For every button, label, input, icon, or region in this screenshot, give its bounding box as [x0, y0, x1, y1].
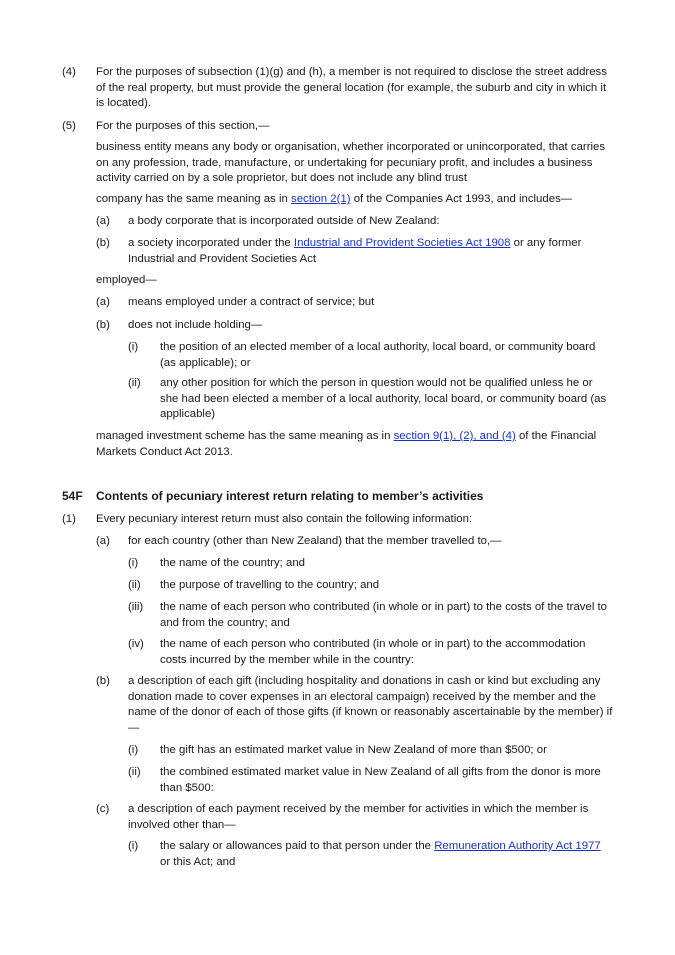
subsection-text: For the purposes of subsection (1)(g) and (h), a member is not required to disclose the street address of the real property, but must provide the general location (for example, the suburb and city in which it is located). — [96, 66, 607, 110]
subparagraph-label: (iii) — [128, 601, 144, 613]
paragraph-label: (c) — [96, 803, 110, 815]
definition-company — [96, 192, 613, 208]
definition-employed: employed— — [96, 274, 157, 286]
definition-text: of the Financial Markets Conduct Act 2013. — [96, 430, 597, 458]
subparagraph-text — [160, 839, 613, 870]
industrial-provident-societies-act-link[interactable]: Industrial and Provident Societies Act 1908 — [293, 237, 511, 249]
subparagraph-text: the gift has an estimated market value in New Zealand of more than $500; or — [160, 744, 547, 756]
subparagraph-text: the combined estimated market value in New Zealand of all gifts from the donor is more than $500: — [160, 766, 601, 794]
subparagraph-label: (i) — [128, 341, 139, 353]
subparagraph-text-part: the salary or allowances paid to that person under the — [160, 840, 435, 852]
subparagraph-text: the name of each person who contributed (in whole or in part) to the costs of the travel to and from the country; and — [160, 601, 608, 629]
definition-text: of the Companies Act 1993, and includes— — [350, 193, 573, 205]
section-9-link[interactable]: section 9(1), (2), and (4) — [393, 430, 516, 442]
paragraph-text: means employed under a contract of service; but — [128, 296, 375, 308]
subsection-text: For the purposes of this section,— — [96, 120, 270, 132]
subparagraph-text: the name of the country; and — [160, 557, 306, 569]
remuneration-authority-act-link[interactable]: Remuneration Authority Act 1977 — [434, 840, 601, 852]
subparagraph-label: (ii) — [128, 766, 141, 778]
subsection-label: (5) — [62, 120, 76, 132]
subparagraph-label: (i) — [128, 557, 139, 569]
definition-managed-investment-scheme — [96, 429, 613, 460]
section-number: 54F — [62, 489, 83, 503]
paragraph-text: for each country (other than New Zealand) that the member travelled to,— — [128, 535, 502, 547]
paragraph-label: (b) — [96, 319, 110, 331]
subparagraph-text: the name of each person who contributed (in whole or in part) to the accommodation costs incurred by the member while in the country: — [160, 638, 586, 666]
paragraph-label: (b) — [96, 675, 110, 687]
subparagraph-text: the position of an elected member of a local authority, local board, or community board (as applicable); or — [160, 341, 596, 369]
subsection-text: Every pecuniary interest return must also contain the following information: — [96, 513, 473, 525]
definition-text: company has the same meaning as in — [96, 193, 292, 205]
paragraph-label: (a) — [96, 296, 110, 308]
paragraph-text: does not include holding— — [128, 319, 263, 331]
paragraph-label: (a) — [96, 215, 110, 227]
paragraph-text: a description of each gift (including hospitality and donations in cash or kind but excluding any donation made to cover expenses in an electoral campaign) received by the member and the name of the donor of each of those gifts (if known or reasonably ascertainable by the member) if— — [128, 675, 613, 734]
paragraph-text-part: a society incorporated under the — [128, 237, 294, 249]
paragraph-text-part: or any former Industrial and Provident Societies Act — [128, 237, 582, 265]
subparagraph-label: (i) — [128, 744, 139, 756]
subparagraph-label: (i) — [128, 840, 139, 852]
section-title: Contents of pecuniary interest return relating to member’s activities — [96, 489, 484, 503]
paragraph-text: a body corporate that is incorporated outside of New Zealand: — [128, 215, 440, 227]
subparagraph-text: any other position for which the person in question would not be qualified unless he or she had been elected a member of a local authority, local board, or community board (as applicable) — [160, 377, 607, 421]
subparagraph-label: (iv) — [128, 638, 144, 650]
subparagraph-text-part: or this Act; and — [160, 855, 236, 868]
subsection-label: (4) — [62, 66, 76, 78]
paragraph-text: a description of each payment received by the member for activities in which the member is involved other than— — [128, 803, 589, 831]
paragraph-text — [128, 236, 613, 267]
section-2-1-link[interactable]: section 2(1) — [291, 193, 351, 205]
subsection-label: (1) — [62, 513, 76, 525]
paragraph-label: (a) — [96, 535, 110, 547]
definition-text: managed investment scheme has the same meaning as in — [96, 430, 394, 442]
subparagraph-label: (ii) — [128, 579, 141, 591]
definition-business-entity: business entity means any body or organisation, whether incorporated or unincorporated, that carries on any profession, trade, manufacture, or undertaking for pecuniary profit, and includes a business activity carried on by a sole proprietor, but does not include any blind trust — [96, 141, 606, 185]
paragraph-label: (b) — [96, 237, 110, 249]
subparagraph-label: (ii) — [128, 377, 141, 389]
subparagraph-text: the purpose of travelling to the country; and — [160, 579, 380, 591]
